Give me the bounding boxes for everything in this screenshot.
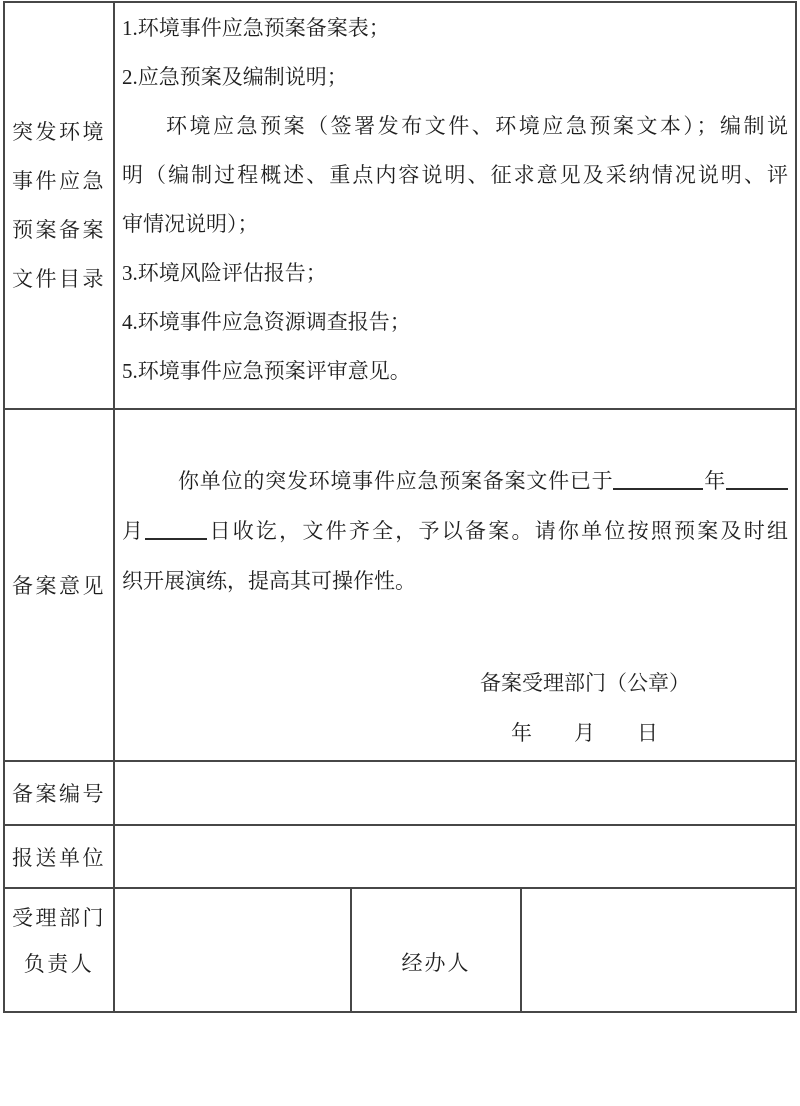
opinion-line-1 [122,456,788,506]
operator-signature-field[interactable] [522,889,795,1011]
catalog-content [115,3,795,408]
head-label-line: 负责人 [23,952,95,976]
submitting-unit-label [5,826,115,887]
opinion-line-2 [122,506,788,556]
catalog-label-line: 预案备案 [12,217,106,242]
day-blank-field[interactable] [145,520,207,540]
record-number-label-text: 备案编号 [12,782,106,806]
opinion-label-text: 备案意见 [12,574,106,598]
year-blank-field[interactable] [613,470,703,490]
year-label: 年 [703,469,726,493]
opinion-line-3: 织开展演练，提高其可操作性。 [122,569,416,593]
opinion-line-2-text: 日收讫，文件齐全，予以备案。请你单位按照预案及时组 [207,519,789,543]
seal-department-line: 备案受理部门（公章） [480,671,690,695]
month-blank-field[interactable] [726,470,788,490]
catalog-label-line: 突发环境 [12,119,106,144]
catalog-item-4: 4.环境事件应急资源调查报告； [122,310,411,334]
record-number-label [5,762,115,824]
catalog-label-line: 文件目录 [12,266,106,291]
catalog-label [5,3,115,408]
seal-date-line: 年 月 日 [511,721,658,745]
catalog-item-1: 1.环境事件应急预案备案表； [122,16,390,40]
month-label: 月 [122,519,146,543]
catalog-row [5,3,795,408]
submitting-unit-row [5,824,795,887]
catalog-item-2-detail-line-1: 环境应急预案（签署发布文件、环境应急预案文本）；编制说 [166,114,788,138]
record-number-row [5,760,795,824]
head-label-line: 受理部门 [12,906,106,930]
filing-form-table [3,1,797,1013]
opinion-content [115,410,795,760]
submitting-unit-value-field[interactable] [115,826,795,887]
opinion-label [5,410,115,760]
catalog-item-5: 5.环境事件应急预案评审意见。 [122,359,411,383]
submitting-unit-label-text: 报送单位 [12,845,106,870]
catalog-item-2-detail-line-2: 明（编制过程概述、重点内容说明、征求意见及采纳情况说明、评 [122,163,788,187]
signature-row [5,887,795,1011]
head-signature-field[interactable] [115,889,352,1011]
catalog-item-2-detail-line-3: 审情况说明）； [122,212,259,236]
opinion-row [5,408,795,760]
opinion-line-1-text: 你单位的突发环境事件应急预案备案文件已于 [178,469,614,493]
accepting-department-head-label [5,889,115,1011]
operator-label-text: 经办人 [401,951,471,975]
operator-label [352,889,522,1011]
catalog-label-line: 事件应急 [12,168,106,193]
catalog-item-3: 3.环境风险评估报告； [122,261,327,285]
catalog-item-2: 2.应急预案及编制说明； [122,65,348,89]
record-number-value-field[interactable] [115,762,795,824]
